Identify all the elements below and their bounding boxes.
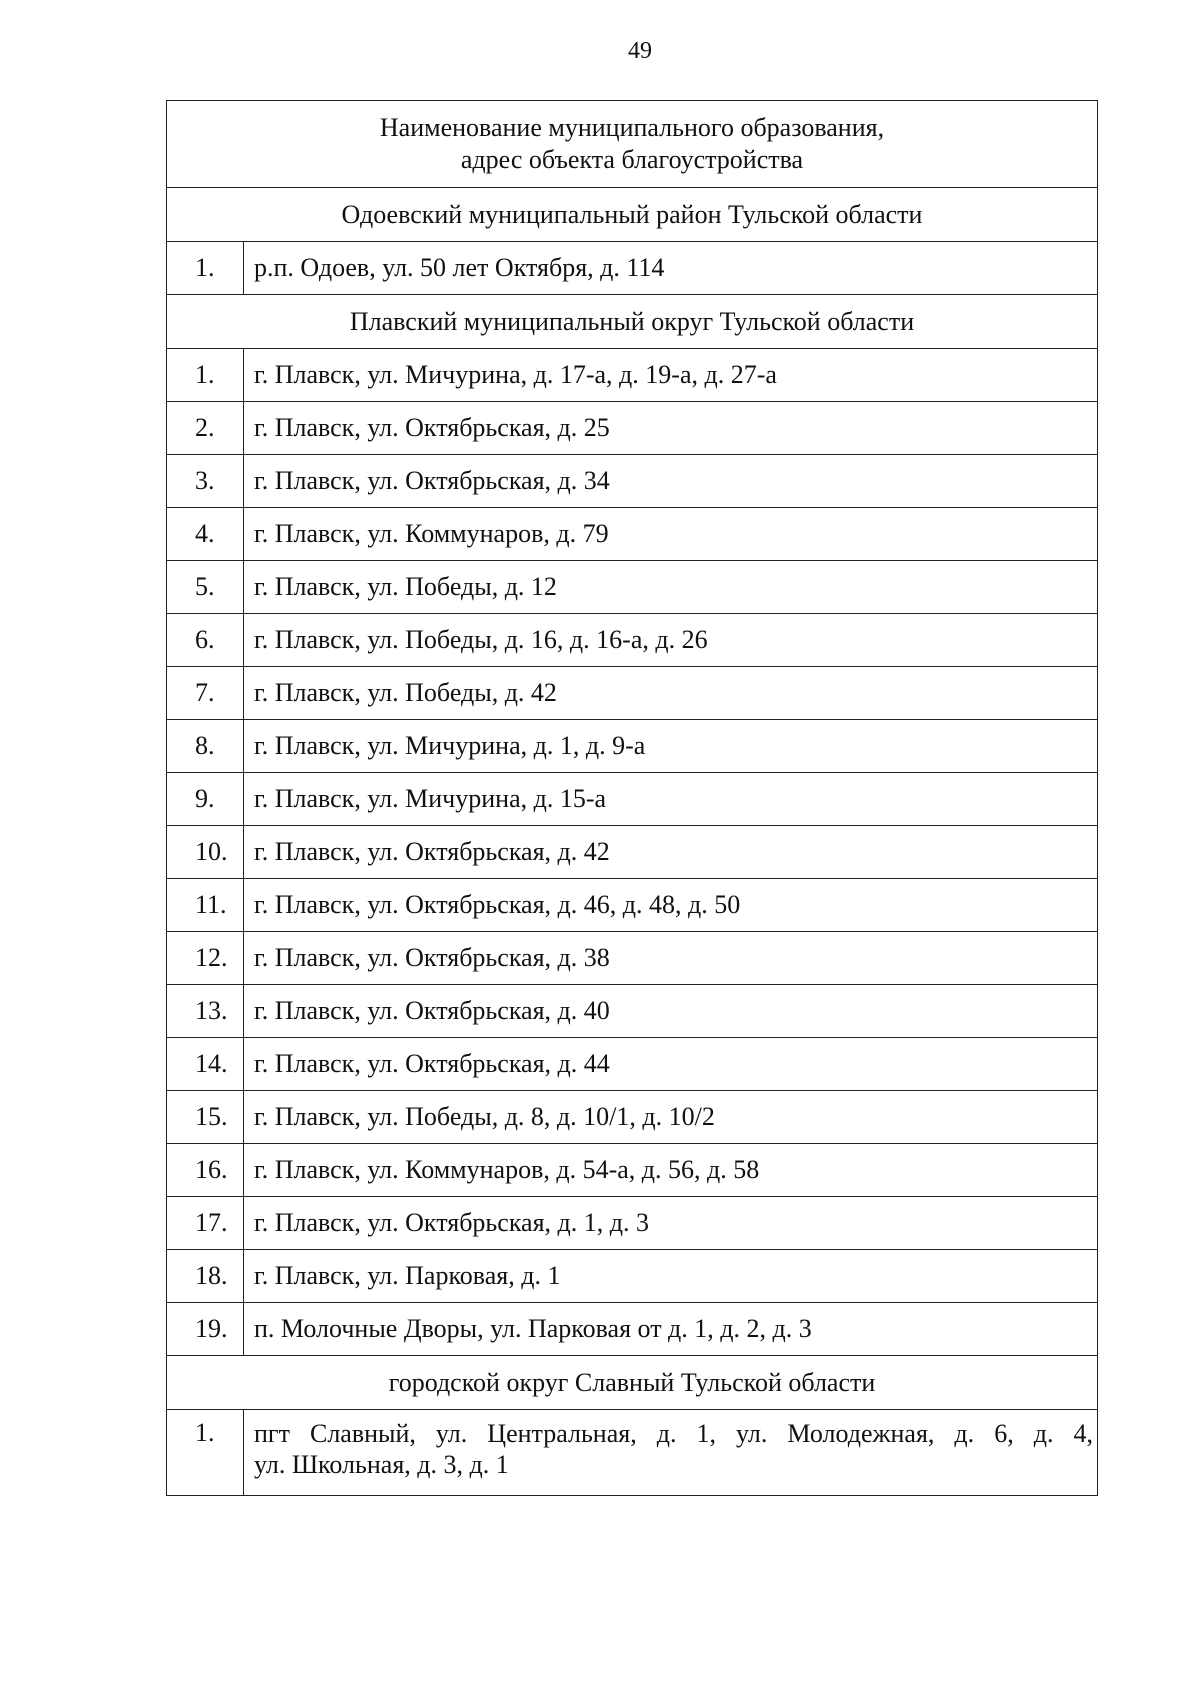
table-row (167, 1091, 1098, 1144)
row-address: г. Плавск, ул. Октябрьская, д. 40 (244, 985, 1098, 1038)
row-number: 8. (167, 720, 244, 773)
table-row (167, 932, 1098, 985)
row-number: 5. (167, 561, 244, 614)
row-number: 13. (167, 985, 244, 1038)
row-address: г. Плавск, ул. Победы, д. 42 (244, 667, 1098, 720)
row-address: г. Плавск, ул. Мичурина, д. 17-а, д. 19-а, д. 27-а (244, 349, 1098, 402)
objects-table (166, 100, 1098, 1496)
row-address: г. Плавск, ул. Октябрьская, д. 1, д. 3 (244, 1197, 1098, 1250)
table-row (167, 508, 1098, 561)
table-row (167, 1250, 1098, 1303)
row-address: г. Плавск, ул. Октябрьская, д. 34 (244, 455, 1098, 508)
table-row (167, 773, 1098, 826)
table-row (167, 826, 1098, 879)
row-number: 12. (167, 932, 244, 985)
row-address: г. Плавск, ул. Октябрьская, д. 46, д. 48, д. 50 (244, 879, 1098, 932)
row-address: г. Плавск, ул. Октябрьская, д. 42 (244, 826, 1098, 879)
header-line-1: Наименование муниципального образования, (379, 113, 885, 142)
page-number: 49 (628, 38, 652, 64)
table-header-row (167, 101, 1098, 188)
row-number: 1. (167, 1410, 244, 1496)
row-number: 3. (167, 455, 244, 508)
table-row (167, 349, 1098, 402)
row-address (244, 1410, 1098, 1496)
row-address: г. Плавск, ул. Коммунаров, д. 54-а, д. 56, д. 58 (244, 1144, 1098, 1197)
table-header-cell (167, 101, 1098, 188)
table-row (167, 720, 1098, 773)
row-number: 18. (167, 1250, 244, 1303)
row-number: 19. (167, 1303, 244, 1356)
row-number: 16. (167, 1144, 244, 1197)
section-title: Одоевский муниципальный район Тульской области (167, 188, 1098, 242)
table-row (167, 1410, 1098, 1496)
header-line-2: адрес объекта благоустройства (460, 145, 804, 174)
table-row (167, 667, 1098, 720)
row-address: г. Плавск, ул. Победы, д. 12 (244, 561, 1098, 614)
table-row (167, 1144, 1098, 1197)
section-row (167, 1356, 1098, 1410)
row-number: 7. (167, 667, 244, 720)
row-address: г. Плавск, ул. Парковая, д. 1 (244, 1250, 1098, 1303)
section-row (167, 188, 1098, 242)
row-address: г. Плавск, ул. Мичурина, д. 1, д. 9-а (244, 720, 1098, 773)
row-address: п. Молочные Дворы, ул. Парковая от д. 1, д. 2, д. 3 (244, 1303, 1098, 1356)
table-row (167, 455, 1098, 508)
row-number: 6. (167, 614, 244, 667)
table-row (167, 402, 1098, 455)
row-number: 14. (167, 1038, 244, 1091)
row-number: 1. (167, 242, 244, 295)
table-row (167, 1038, 1098, 1091)
row-address: г. Плавск, ул. Победы, д. 8, д. 10/1, д. 10/2 (244, 1091, 1098, 1144)
section-title: городской округ Славный Тульской области (167, 1356, 1098, 1410)
row-number: 4. (167, 508, 244, 561)
row-address: г. Плавск, ул. Октябрьская, д. 25 (244, 402, 1098, 455)
row-address: г. Плавск, ул. Октябрьская, д. 44 (244, 1038, 1098, 1091)
table-row (167, 561, 1098, 614)
row-number: 17. (167, 1197, 244, 1250)
row-address-line-1: пгт Славный, ул. Центральная, д. 1, ул. Молодежная, д. 6, д. 4, (254, 1419, 1093, 1448)
row-number: 9. (167, 773, 244, 826)
row-number: 11. (167, 879, 244, 932)
table-row (167, 1197, 1098, 1250)
section-title: Плавский муниципальный округ Тульской области (167, 295, 1098, 349)
row-address: г. Плавск, ул. Победы, д. 16, д. 16-а, д. 26 (244, 614, 1098, 667)
row-number: 15. (167, 1091, 244, 1144)
row-number: 10. (167, 826, 244, 879)
row-address: г. Плавск, ул. Коммунаров, д. 79 (244, 508, 1098, 561)
section-row (167, 295, 1098, 349)
row-number: 1. (167, 349, 244, 402)
table-row (167, 985, 1098, 1038)
table-row (167, 1303, 1098, 1356)
row-address: г. Плавск, ул. Октябрьская, д. 38 (244, 932, 1098, 985)
row-address-line-2: ул. Школьная, д. 3, д. 1 (254, 1450, 509, 1479)
row-number: 2. (167, 402, 244, 455)
table-row (167, 614, 1098, 667)
table-row (167, 242, 1098, 295)
table-row (167, 879, 1098, 932)
row-address: р.п. Одоев, ул. 50 лет Октября, д. 114 (244, 242, 1098, 295)
row-address: г. Плавск, ул. Мичурина, д. 15-а (244, 773, 1098, 826)
